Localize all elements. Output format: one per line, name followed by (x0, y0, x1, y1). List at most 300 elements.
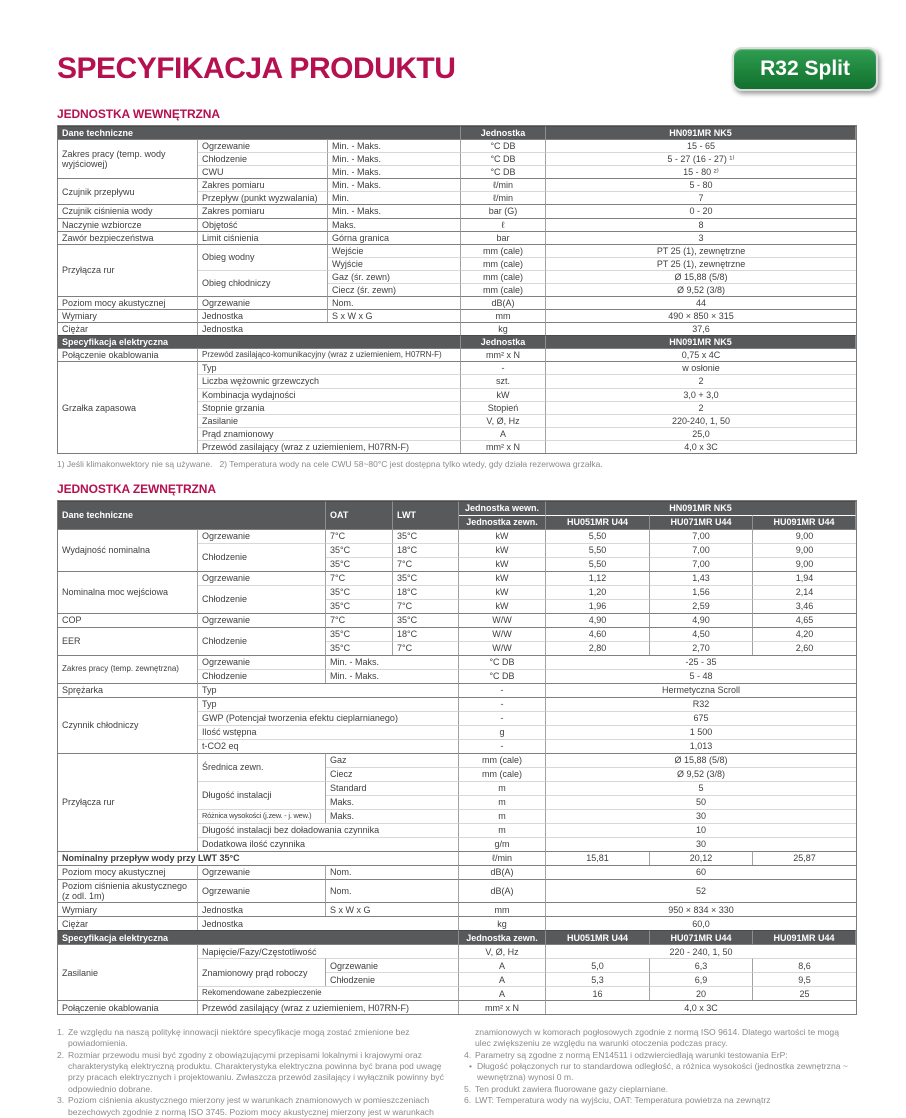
table-cell: 4,0 x 3C (546, 1000, 856, 1014)
table-cell: HU071MR U44 (650, 515, 753, 529)
table-row (58, 529, 856, 543)
table-row (58, 627, 856, 641)
footnote-text: znamionowych w komorach pogłosowych zgodnie z normą ISO 9614. Dlatego wartości te mogą ulec zwiększeniu ze względu na warunki otoczenia podczas pracy. (475, 1027, 839, 1049)
table-cell: 2,70 (650, 641, 753, 655)
table-cell: - (459, 739, 546, 753)
table-cell: 7,00 (650, 543, 753, 557)
table-row (58, 501, 856, 515)
table-cell: Nom. (326, 865, 459, 879)
table-cell: 3,0 + 3,0 (546, 388, 856, 401)
table-cell: 35°C (393, 529, 459, 543)
table-row (58, 902, 856, 916)
table-cell: Ogrzewanie (198, 139, 328, 152)
table-cell: ℓ (461, 218, 546, 231)
table-cell: - (459, 697, 546, 711)
table-cell: HU091MR U44 (753, 515, 856, 529)
table-cell: g/m (459, 837, 546, 851)
table-cell: Naczynie wzbiorcze (58, 218, 198, 231)
table-cell: °C DB (461, 152, 546, 165)
table-cell: 7°C (393, 641, 459, 655)
footnote-text: Poziom ciśnienia akustycznego mierzony jest w warunkach znamionowych w pomieszczeniach bezechowych zgodnie z normą ISO 3745. Poziom mocy akustycznej mierzony jest w warunkach (68, 1095, 434, 1117)
table-cell: 30 (546, 837, 856, 851)
table-cell: Jednostka (198, 902, 326, 916)
table-cell: 35°C (326, 557, 393, 571)
table-cell: 675 (546, 711, 856, 725)
table-cell: A (461, 427, 546, 440)
table-cell: Jednostka (198, 322, 461, 335)
table-cell: mm² x N (459, 1000, 546, 1014)
table-cell: 0 - 20 (546, 204, 856, 217)
table-cell: Chłodzenie (198, 152, 328, 165)
table-cell: Znamionowy prąd roboczy (198, 958, 326, 986)
table-cell: 5 - 48 (546, 669, 856, 683)
table-cell: S x W x G (328, 309, 461, 322)
table-cell: 5 - 27 (16 - 27) ¹⁾ (546, 152, 856, 165)
table-cell: 5,50 (546, 543, 650, 557)
footnote-item (464, 1084, 855, 1095)
table-cell: Stopień (461, 401, 546, 414)
table-cell: 60,0 (546, 916, 856, 930)
table-cell: PT 25 (1), zewnętrzne (546, 244, 856, 257)
table-cell: Obieg chłodniczy (198, 270, 328, 296)
table-cell: - (459, 683, 546, 697)
table-cell: 6,3 (650, 958, 753, 972)
table-cell: kW (459, 571, 546, 585)
table-cell: 2,60 (753, 641, 856, 655)
table-row (58, 851, 856, 865)
table-cell: Wydajność nominalna (58, 529, 198, 571)
table-row (58, 335, 856, 348)
table-cell: dB(A) (461, 296, 546, 309)
table-cell: Czujnik przepływu (58, 178, 198, 204)
footnotes (57, 1027, 855, 1118)
table-cell: Gaz (śr. zewn) (328, 270, 461, 283)
table-cell: szt. (461, 374, 546, 387)
table-cell: Ilość wstępna (198, 725, 459, 739)
table-cell: Specyfikacja elektryczna (58, 335, 461, 348)
table-cell: mm (cale) (461, 244, 546, 257)
table-cell: w osłonie (546, 361, 856, 374)
table-cell: 2,14 (753, 585, 856, 599)
table-cell: Min. - Maks. (326, 655, 459, 669)
table-cell: Specyfikacja elektryczna (58, 930, 459, 944)
table-cell: Zasilanie (58, 944, 198, 1000)
table-cell: m (459, 781, 546, 795)
table-cell: Typ (198, 683, 459, 697)
table-cell: ℓ/min (461, 178, 546, 191)
table-cell: V, Ø, Hz (459, 944, 546, 958)
footnote-marker: 6. (464, 1095, 472, 1106)
footnote-marker: 3. (57, 1095, 65, 1106)
table-cell: 18°C (393, 543, 459, 557)
table-cell: Ciężar (58, 322, 198, 335)
table-cell: Długość instalacji bez doładowania czynnika (198, 823, 459, 837)
table-cell: Ciężar (58, 916, 198, 930)
table-row (58, 613, 856, 627)
table-cell: bar (461, 231, 546, 244)
table-cell: Maks. (326, 795, 459, 809)
table-cell: Różnica wysokości (j.zew. - j. wew.) (198, 809, 326, 823)
table-cell: 35°C (326, 543, 393, 557)
table-cell: Długość instalacji (198, 781, 326, 809)
table-cell: Poziom ciśnienia akustycznego (z odl. 1m) (58, 879, 198, 902)
table-cell: 8 (546, 218, 856, 231)
table-cell: 20,12 (650, 851, 753, 865)
table-cell: °C DB (461, 139, 546, 152)
table-cell: - (461, 361, 546, 374)
table-cell: m (459, 809, 546, 823)
table-cell: 15 - 80 ²⁾ (546, 165, 856, 178)
outdoor-section-heading: JEDNOSTKA ZEWNĘTRZNA (57, 481, 216, 496)
table-cell: 35°C (326, 599, 393, 613)
table-cell: 35°C (326, 641, 393, 655)
table-cell: 30 (546, 809, 856, 823)
table-cell: kW (459, 599, 546, 613)
table-cell: GWP (Potencjał tworzenia efektu cieplarnianego) (198, 711, 459, 725)
table-cell: Średnica zewn. (198, 753, 326, 781)
table-cell: 35°C (393, 571, 459, 585)
table-cell: Przewód zasilający (wraz z uziemieniem, H07RN-F) (198, 1000, 459, 1014)
table-cell: 6,9 (650, 972, 753, 986)
table-cell: Jednostka zewn. (459, 930, 546, 944)
table-cell: LWT (393, 501, 459, 529)
table-cell: 1,96 (546, 599, 650, 613)
table-cell: 4,90 (650, 613, 753, 627)
table-row (58, 655, 856, 669)
table-cell: Ogrzewanie (326, 958, 459, 972)
table-cell: 20 (650, 986, 753, 1000)
table-cell: Wyjście (328, 257, 461, 270)
table-cell: Typ (198, 361, 461, 374)
table-cell: Liczba wężownic grzewczych (198, 374, 461, 387)
table-cell: 1,43 (650, 571, 753, 585)
table-cell: Rekomendowane zabezpieczenie (198, 986, 459, 1000)
table-cell: Ø 9,52 (3/8) (546, 283, 856, 296)
table-cell: Typ (198, 697, 459, 711)
table-cell: Ø 15,88 (5/8) (546, 753, 856, 767)
table-cell: ℓ/min (459, 851, 546, 865)
table-cell: Przepływ (punkt wyzwalania) (198, 191, 328, 204)
table-cell: Min. - Maks. (326, 669, 459, 683)
table-cell: Poziom mocy akustycznej (58, 296, 198, 309)
table-cell: Ogrzewanie (198, 529, 326, 543)
footnote-text: Parametry są zgodne z normą EN14511 i odzwierciedlają warunki testowania ErP: (475, 1049, 788, 1060)
table-cell: HU091MR U44 (753, 930, 856, 944)
table-row (58, 296, 856, 309)
table-cell: Przewód zasilający (wraz z uziemieniem, H07RN-F) (198, 440, 461, 453)
table-cell: Jednostka (198, 309, 328, 322)
table-cell: 2 (546, 374, 856, 387)
table-cell: 950 × 834 × 330 (546, 902, 856, 916)
table-cell: R32 (546, 697, 856, 711)
table-cell: HU051MR U44 (546, 930, 650, 944)
table-cell: Chłodzenie (198, 543, 326, 571)
table-cell: Przewód zasilająco-komunikacyjny (wraz z uziemieniem, H07RN-F) (198, 348, 461, 361)
page-header (57, 44, 855, 94)
table-cell: W/W (459, 641, 546, 655)
table-cell: kW (459, 585, 546, 599)
table-row (58, 753, 856, 767)
table-cell: Hermetyczna Scroll (546, 683, 856, 697)
table-cell: Zakres pomiaru (198, 204, 328, 217)
table-cell: 50 (546, 795, 856, 809)
table-cell: g (459, 725, 546, 739)
table-row (58, 879, 856, 902)
table-cell: 490 × 850 × 315 (546, 309, 856, 322)
table-cell: 35°C (393, 613, 459, 627)
footnote-text: Ze względu na naszą politykę innowacji niektóre specyfikacje mogą zostać zmienione bez powiadomienia. (68, 1027, 410, 1049)
table-cell: Nominalny przepływ wody przy LWT 35°C (58, 851, 459, 865)
table-cell: 52 (546, 879, 856, 902)
table-cell: mm (cale) (461, 283, 546, 296)
footnote-marker (464, 1027, 475, 1050)
table-cell: Wymiary (58, 902, 198, 916)
table-cell: Min. - Maks. (328, 204, 461, 217)
footnote-marker: 4. (464, 1049, 472, 1060)
table-cell: 25,87 (753, 851, 856, 865)
table-cell: Ogrzewanie (198, 865, 326, 879)
table-cell: Ogrzewanie (198, 613, 326, 627)
table-cell: dB(A) (459, 865, 546, 879)
table-cell: 18°C (393, 585, 459, 599)
table-cell: 1,12 (546, 571, 650, 585)
table-cell: Poziom mocy akustycznej (58, 865, 198, 879)
page-title: SPECYFIKACJA PRODUKTU (57, 52, 456, 85)
table-cell: 9,5 (753, 972, 856, 986)
table-cell: Dodatkowa ilość czynnika (198, 837, 459, 851)
table-row (58, 916, 856, 930)
footnote-item (464, 1050, 855, 1061)
table-cell: Wejście (328, 244, 461, 257)
table-cell: 7°C (326, 613, 393, 627)
table-cell: Obieg wodny (198, 244, 328, 270)
table-row (58, 309, 856, 322)
table-cell: 37,6 (546, 322, 856, 335)
table-cell: 4,65 (753, 613, 856, 627)
table-cell: Kombinacja wydajności (198, 388, 461, 401)
table-cell: OAT (326, 501, 393, 529)
table-cell: 7°C (326, 529, 393, 543)
table-cell: 7,00 (650, 529, 753, 543)
table-cell: Ciecz (śr. zewn) (328, 283, 461, 296)
table-cell: 5,0 (546, 958, 650, 972)
table-cell: Czynnik chłodniczy (58, 697, 198, 753)
table-cell: 4,20 (753, 627, 856, 641)
table-cell: mm (cale) (461, 257, 546, 270)
table-row (58, 865, 856, 879)
table-cell: mm (461, 309, 546, 322)
table-cell: Jednostka (198, 916, 459, 930)
table-cell: Ogrzewanie (198, 879, 326, 902)
table-cell: kW (461, 388, 546, 401)
table-row (58, 244, 856, 257)
table-cell: kW (459, 543, 546, 557)
table-cell: Ogrzewanie (198, 571, 326, 585)
table-cell: 9,00 (753, 557, 856, 571)
footnote-marker: 1. (57, 1027, 65, 1038)
table-cell: EER (58, 627, 198, 655)
table-cell: 5,50 (546, 529, 650, 543)
indoor-section-heading: JEDNOSTKA WEWNĘTRZNA (57, 107, 220, 121)
table-cell: 9,00 (753, 529, 856, 543)
table-cell: Ciecz (326, 767, 459, 781)
table-row (58, 218, 856, 231)
table-row (58, 139, 856, 152)
spec-table (57, 500, 857, 1015)
footnote-marker: 2. (57, 1049, 65, 1060)
table-cell: HU051MR U44 (546, 515, 650, 529)
table-cell: t-CO2 eq (198, 739, 459, 753)
table-row (58, 361, 856, 374)
table-cell: 25,0 (546, 427, 856, 440)
footnote-item (57, 1050, 448, 1095)
table-cell: - (459, 711, 546, 725)
table-cell: 5,3 (546, 972, 650, 986)
table-cell: Zasilanie (198, 414, 461, 427)
table-cell: Sprężarka (58, 683, 198, 697)
table-cell: HN091MR NK5 (546, 501, 856, 515)
table-cell: Ogrzewanie (198, 655, 326, 669)
footnote-marker: • (469, 1061, 473, 1072)
table-cell: Zawór bezpieczeństwa (58, 231, 198, 244)
table-cell: Min. - Maks. (328, 178, 461, 191)
indoor-unit-table (57, 125, 855, 454)
footnote-item (57, 1095, 448, 1118)
table-cell: Wymiary (58, 309, 198, 322)
table-row (58, 348, 856, 361)
table-row (58, 697, 856, 711)
table-cell: °C DB (459, 655, 546, 669)
table-cell: kg (459, 916, 546, 930)
table-cell: 5 - 80 (546, 178, 856, 191)
table-cell: 2,59 (650, 599, 753, 613)
table-row (58, 126, 856, 139)
table-cell: S x W x G (326, 902, 459, 916)
table-cell: A (459, 972, 546, 986)
table-cell: Chłodzenie (198, 669, 326, 683)
table-cell: Dane techniczne (58, 126, 461, 139)
table-cell: Objętość (198, 218, 328, 231)
table-cell: 35°C (326, 585, 393, 599)
table-cell: 10 (546, 823, 856, 837)
table-cell: PT 25 (1), zewnętrzne (546, 257, 856, 270)
table-cell: Standard (326, 781, 459, 795)
table-cell: Min. - Maks. (328, 165, 461, 178)
table-cell: HU071MR U44 (650, 930, 753, 944)
footnotes-left-column (57, 1027, 448, 1118)
table-cell: Ogrzewanie (198, 296, 328, 309)
table-cell: 3,46 (753, 599, 856, 613)
table-cell: Jednostka wewn. (459, 501, 546, 515)
table-cell: A (459, 986, 546, 1000)
table-cell: 5 (546, 781, 856, 795)
table-cell: 4,50 (650, 627, 753, 641)
table-cell: 25 (753, 986, 856, 1000)
table-cell: Zakres pracy (temp. wody wyjściowej) (58, 139, 198, 178)
table-cell: Jednostka (461, 335, 546, 348)
table-cell: 1,56 (650, 585, 753, 599)
table-cell: m (459, 823, 546, 837)
table-cell: 18°C (393, 627, 459, 641)
footnote-text: Rozmiar przewodu musi być zgodny z obowiązującymi przepisami lokalnymi i krajowymi oraz charakterystyką elektryczną produktu. Charakterystyka elektryczna powinna być brana pod uwagę przy pracach elektrycznych i projektowaniu. Zwłaszcza przewód zasilający i wyłącznik powinny być odpowiednio dobrane. (68, 1049, 444, 1094)
table-cell: 1,20 (546, 585, 650, 599)
table-cell: 44 (546, 296, 856, 309)
table-cell: V, Ø, Hz (461, 414, 546, 427)
table-cell: 220 - 240, 1, 50 (546, 944, 856, 958)
table-cell: 35°C (326, 627, 393, 641)
footnote-marker: 5. (464, 1083, 472, 1094)
table-cell: Przyłącza rur (58, 753, 198, 851)
table-cell: Stopnie grzania (198, 401, 461, 414)
table-row (58, 944, 856, 958)
table-cell: Czujnik ciśnienia wody (58, 204, 198, 217)
footnote-text: Ten produkt zawiera fluorowane gazy cieplarniane. (475, 1083, 668, 1094)
table-cell: Chłodzenie (198, 627, 326, 655)
spec-table (57, 125, 857, 454)
table-cell: 60 (546, 865, 856, 879)
table-cell: kW (459, 529, 546, 543)
table-cell: Nom. (326, 879, 459, 902)
footnotes-right-column (464, 1027, 855, 1118)
table-cell: 1,94 (753, 571, 856, 585)
table-cell: HN091MR NK5 (546, 335, 856, 348)
table-row (58, 930, 856, 944)
table-cell: Min. (328, 191, 461, 204)
table-cell: Nom. (328, 296, 461, 309)
table-cell: Przyłącza rur (58, 244, 198, 296)
footnote-text: Długość połączonych rur to standardowa odległość, a różnica wysokości (jednostka zewnętrzna ~ wewnętrzna) wynosi 0 m. (477, 1061, 848, 1083)
table-cell: COP (58, 613, 198, 627)
table-cell: 1 500 (546, 725, 856, 739)
table-row (58, 204, 856, 217)
table-cell: Limit ciśnienia (198, 231, 328, 244)
table-cell: Maks. (326, 809, 459, 823)
table-cell: 1,013 (546, 739, 856, 753)
table-cell: W/W (459, 627, 546, 641)
table-cell: 0,75 x 4C (546, 348, 856, 361)
table-row (58, 571, 856, 585)
table-row (58, 1000, 856, 1014)
table-cell: mm (459, 902, 546, 916)
table-cell: mm (cale) (459, 753, 546, 767)
footnote-item (464, 1095, 855, 1106)
table-cell: 2,80 (546, 641, 650, 655)
table-cell: 5,50 (546, 557, 650, 571)
table-cell: 7°C (393, 557, 459, 571)
table-cell: 2 (546, 401, 856, 414)
table-cell: Ø 15,88 (5/8) (546, 270, 856, 283)
table-cell: 7°C (326, 571, 393, 585)
table-cell: Min. - Maks. (328, 139, 461, 152)
table-cell: Zakres pomiaru (198, 178, 328, 191)
table-cell: Ø 9,52 (3/8) (546, 767, 856, 781)
table-cell: kW (459, 557, 546, 571)
table-cell: Maks. (328, 218, 461, 231)
table-cell: Prąd znamionowy (198, 427, 461, 440)
table-cell: Jednostka zewn. (459, 515, 546, 529)
table-cell: W/W (459, 613, 546, 627)
table-cell: 4,0 x 3C (546, 440, 856, 453)
table-cell: Chłodzenie (326, 972, 459, 986)
table-cell: 7°C (393, 599, 459, 613)
table-cell: Min. - Maks. (328, 152, 461, 165)
table-cell: dB(A) (459, 879, 546, 902)
table-cell: Połączenie okablowania (58, 348, 198, 361)
table-cell: 7 (546, 191, 856, 204)
table-cell: 8,6 (753, 958, 856, 972)
table-cell: mm² x N (461, 348, 546, 361)
table-cell: -25 - 35 (546, 655, 856, 669)
